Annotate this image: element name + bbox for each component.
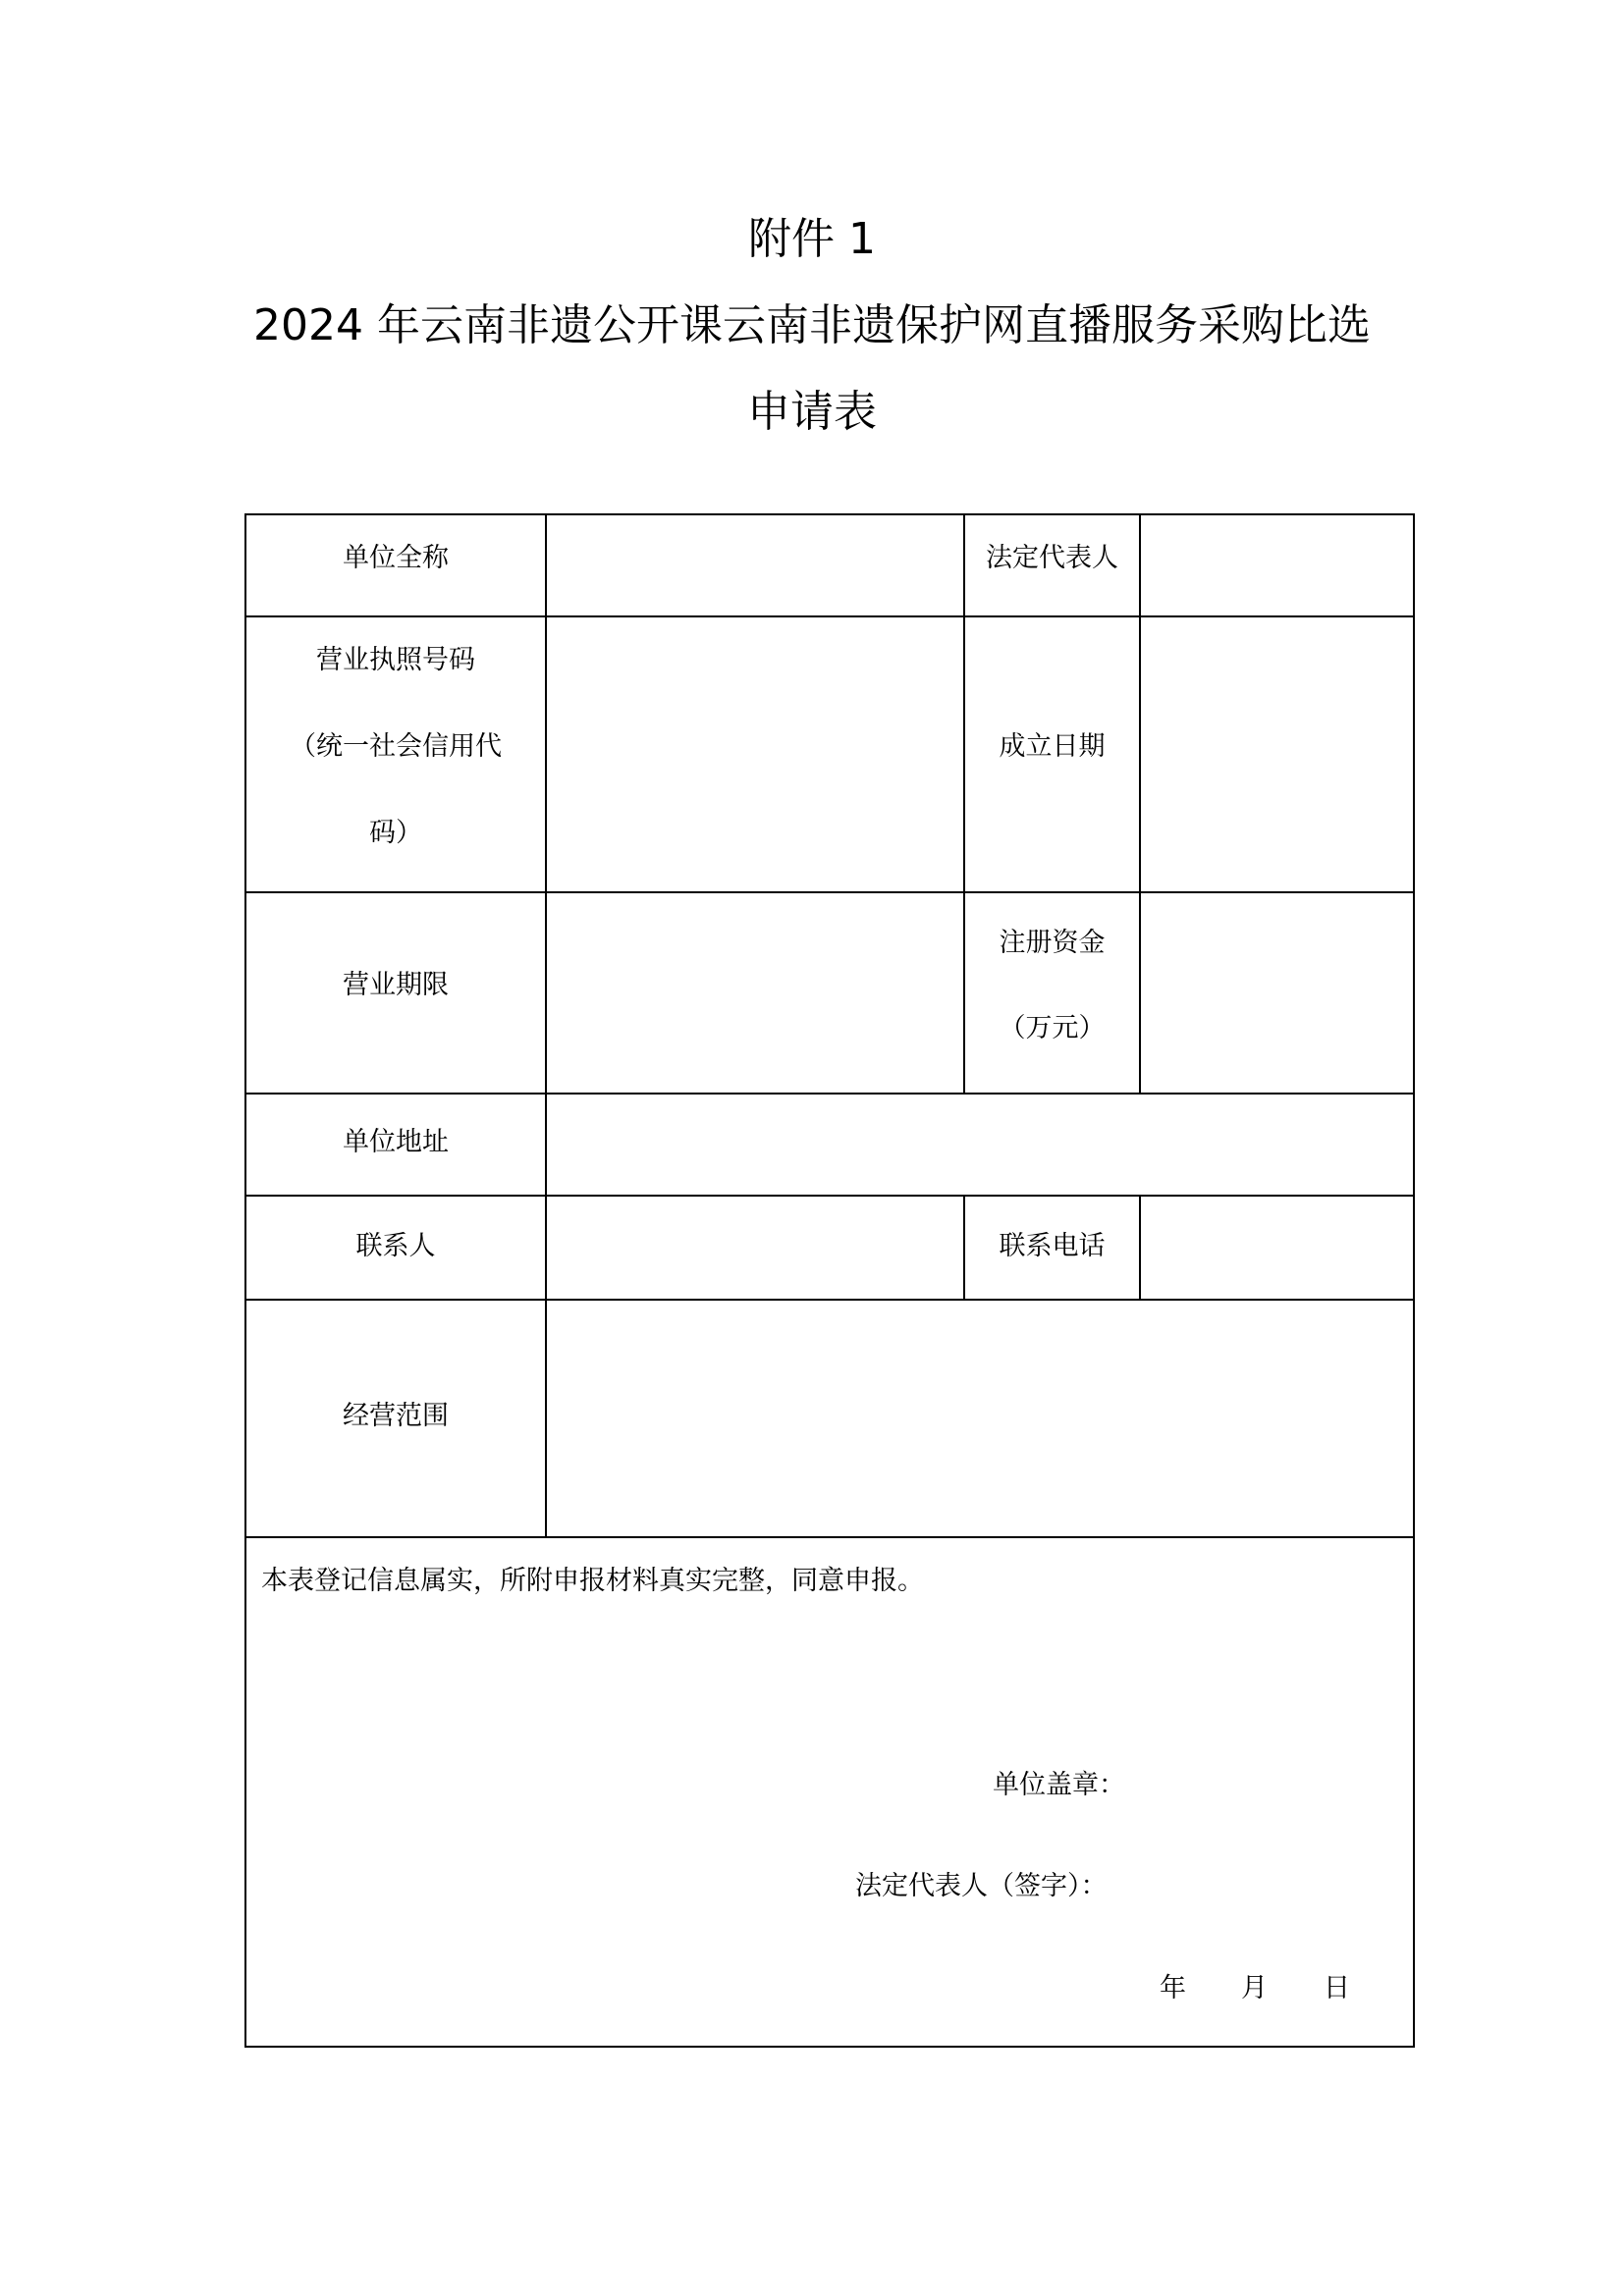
document-title: 2024 年云南非遗公开课云南非遗保护网直播服务采购比选 <box>253 300 1371 350</box>
registered-capital-unit-label: （万元） <box>999 1013 1106 1043</box>
company-name-field[interactable] <box>547 515 963 615</box>
contact-person-field[interactable] <box>547 1197 963 1299</box>
business-scope-label: 经营范围 <box>343 1401 449 1431</box>
registered-capital-field[interactable] <box>1141 893 1413 1093</box>
business-scope-field[interactable] <box>547 1301 1413 1536</box>
registered-capital-label: 注册资金 <box>999 928 1106 958</box>
date-year-label: 年 <box>1160 1973 1186 2003</box>
address-field[interactable] <box>547 1095 1413 1195</box>
contact-person-label: 联系人 <box>355 1231 436 1261</box>
date-day-label: 日 <box>1324 1973 1350 2003</box>
address-label: 单位地址 <box>343 1127 449 1157</box>
row-divider <box>244 1536 1415 1538</box>
attachment-label: 附件 1 <box>748 214 876 264</box>
contact-phone-label: 联系电话 <box>999 1231 1106 1261</box>
business-term-label: 营业期限 <box>343 970 449 1000</box>
declaration-statement: 本表登记信息属实，所附申报材料真实完整，同意申报。 <box>261 1566 924 1596</box>
business-license-field[interactable] <box>547 617 963 891</box>
legal-rep-label: 法定代表人 <box>986 543 1118 573</box>
seal-area[interactable] <box>1124 1752 1399 1815</box>
founded-date-label: 成立日期 <box>999 731 1106 762</box>
column-divider <box>963 513 965 1095</box>
date-month-label: 月 <box>1241 1973 1268 2003</box>
business-license-label-line3: 码） <box>369 818 422 848</box>
legal-rep-field[interactable] <box>1141 515 1413 615</box>
seal-label: 单位盖章： <box>993 1770 1125 1800</box>
signature-area[interactable] <box>1124 1853 1399 1916</box>
business-license-label: 营业执照号码 <box>316 645 475 675</box>
company-name-label: 单位全称 <box>343 543 449 573</box>
document-title-continued: 申请表 <box>747 387 877 437</box>
founded-date-field[interactable] <box>1141 617 1413 891</box>
contact-phone-field[interactable] <box>1141 1197 1413 1299</box>
table-border-bottom <box>244 2046 1415 2048</box>
signature-label: 法定代表人（签字）： <box>855 1871 1108 1901</box>
business-term-field[interactable] <box>547 893 963 1093</box>
business-license-label-line2: （统一社会信用代 <box>290 731 502 762</box>
table-border-right <box>1413 513 1415 2048</box>
